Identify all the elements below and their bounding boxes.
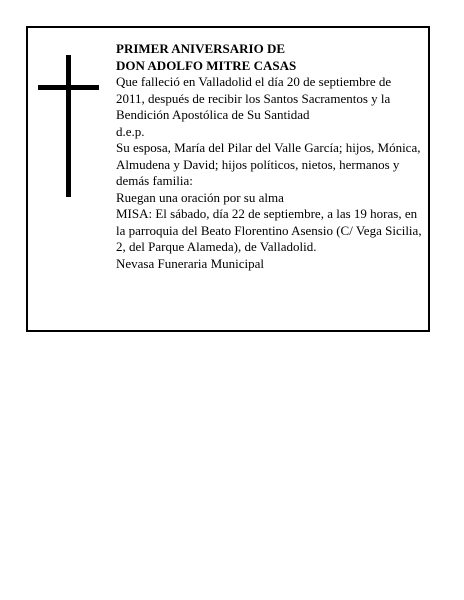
notice-title-line-2: DON ADOLFO MITRE CASAS [116,57,297,73]
cross-vertical-bar [66,55,71,197]
notice-text [116,41,422,272]
notice-title-line-1: PRIMER ANIVERSARIO DE [116,41,286,56]
prayer-request: Ruegan una oración por su alma [116,189,284,205]
family-list: Su esposa, María del Pilar del Valle García; hijos, Mónica, Almudena y David; hijos políticos, nietos, hermanos y demás familia: [116,140,421,188]
obituary-notice [26,26,430,332]
mass-info: MISA: El sábado, día 22 de septiembre, a las 19 horas, en la parroquia del Beato Florentino Asensio (C/ Vega Sicilia, 2, del Parque Alameda), de Valladolid. [116,206,422,254]
cross-horizontal-bar [38,85,99,90]
rip-abbreviation: d.e.p. [116,123,145,139]
funeral-home: Nevasa Funeraria Municipal [116,255,265,271]
death-statement: Que falleció en Valladolid el día 20 de septiembre de 2011, después de recibir los Santos Sacramentos y la Bendición Apostólica de Su Santidad [116,74,392,122]
